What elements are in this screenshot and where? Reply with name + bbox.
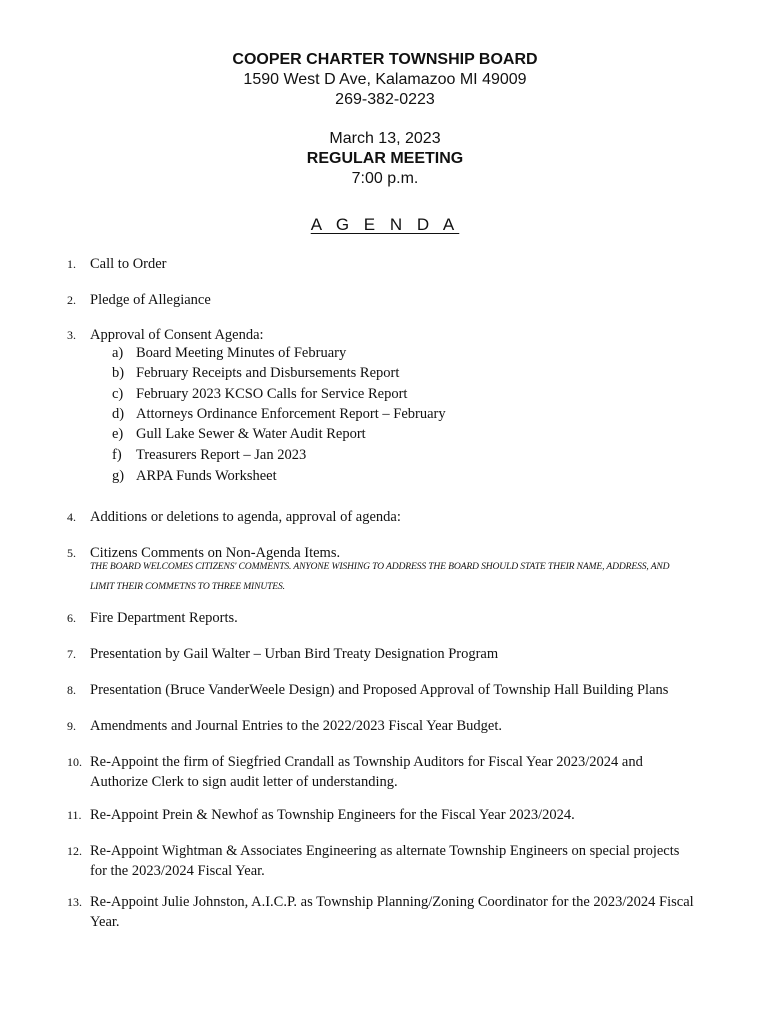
consent-item bbox=[112, 445, 306, 465]
item-text: Re-Appoint Prein & Newhof as Township Engineers for the Fiscal Year 2023/2024. bbox=[90, 807, 575, 823]
item-text: Presentation (Bruce VanderWeele Design) and Proposed Approval of Township Hall Building Plans bbox=[90, 682, 669, 698]
agenda-title: A G E N D A bbox=[310, 215, 460, 234]
item-number: 8. bbox=[67, 683, 76, 697]
consent-text: Gull Lake Sewer & Water Audit Report bbox=[136, 426, 366, 442]
consent-text: Treasurers Report – Jan 2023 bbox=[136, 447, 307, 463]
item-number: 5. bbox=[67, 546, 76, 560]
item-text: Call to Order bbox=[90, 256, 167, 272]
item-text: Citizens Comments on Non-Agenda Items. bbox=[90, 545, 341, 561]
item-number: 11. bbox=[67, 808, 82, 822]
consent-text: February Receipts and Disbursements Report bbox=[136, 365, 400, 381]
document-header bbox=[0, 50, 770, 189]
phone-number: 269-382-0223 bbox=[335, 91, 435, 108]
meeting-date: March 13, 2023 bbox=[329, 130, 441, 147]
agenda-item bbox=[67, 290, 211, 310]
consent-text: Board Meeting Minutes of February bbox=[136, 345, 347, 361]
consent-text: ARPA Funds Worksheet bbox=[136, 468, 277, 484]
consent-letter: a) bbox=[112, 345, 124, 361]
item-number: 13. bbox=[67, 895, 82, 909]
note-line: THE BOARD WELCOMES CITIZENS' COMMENTS. ANYONE WISHING TO ADDRESS THE BOARD SHOULD STATE THEIR NAME, ADDRESS, AND bbox=[90, 561, 670, 572]
consent-item bbox=[112, 343, 346, 363]
organization-name: COOPER CHARTER TOWNSHIP BOARD bbox=[232, 51, 538, 68]
agenda-item bbox=[67, 644, 498, 664]
consent-item bbox=[112, 363, 399, 383]
agenda-item bbox=[67, 507, 401, 527]
item-text-continued: Year. bbox=[90, 914, 120, 930]
item-number: 4. bbox=[67, 510, 76, 524]
agenda-item bbox=[67, 325, 264, 345]
item-number: 2. bbox=[67, 293, 76, 307]
item-text: Re-Appoint Wightman & Associates Engineering as alternate Township Engineers on special projects bbox=[90, 843, 680, 859]
agenda-item bbox=[67, 608, 238, 628]
note-line: LIMIT THEIR COMMETNS TO THREE MINUTES. bbox=[90, 581, 285, 592]
meeting-type: REGULAR MEETING bbox=[306, 150, 464, 167]
item-text: Re-Appoint the firm of Siegfried Crandall as Township Auditors for Fiscal Year 2023/2024 and bbox=[90, 754, 643, 770]
meeting-time: 7:00 p.m. bbox=[351, 170, 419, 187]
item-number: 7. bbox=[67, 647, 76, 661]
consent-item bbox=[112, 424, 366, 444]
consent-text: Attorneys Ordinance Enforcement Report – February bbox=[136, 406, 446, 422]
agenda-item bbox=[67, 254, 167, 274]
item-text: Additions or deletions to agenda, approval of agenda: bbox=[90, 509, 401, 525]
item-number: 9. bbox=[67, 719, 76, 733]
consent-letter: d) bbox=[112, 406, 125, 422]
agenda-item bbox=[67, 841, 679, 881]
agenda-item bbox=[67, 892, 694, 932]
agenda-item bbox=[67, 752, 643, 792]
item-number: 10. bbox=[67, 755, 82, 769]
item-text: Pledge of Allegiance bbox=[90, 292, 211, 308]
consent-item bbox=[112, 404, 446, 424]
item-text: Presentation by Gail Walter – Urban Bird Treaty Designation Program bbox=[90, 646, 499, 662]
item-text: Approval of Consent Agenda: bbox=[90, 327, 264, 343]
item-text: Re-Appoint Julie Johnston, A.I.C.P. as Township Planning/Zoning Coordinator for the 2023/2024 Fiscal bbox=[90, 894, 694, 910]
agenda-item bbox=[67, 716, 502, 736]
consent-letter: b) bbox=[112, 365, 125, 381]
consent-letter: e) bbox=[112, 426, 124, 442]
agenda-item bbox=[67, 805, 575, 825]
item-text: Fire Department Reports. bbox=[90, 610, 238, 626]
consent-letter: f) bbox=[112, 447, 122, 463]
agenda-item bbox=[67, 680, 668, 700]
consent-item bbox=[112, 384, 407, 404]
consent-letter: g) bbox=[112, 468, 125, 484]
item-text-continued: Authorize Clerk to sign audit letter of understanding. bbox=[90, 774, 398, 790]
consent-item bbox=[112, 466, 277, 486]
item-number: 3. bbox=[67, 328, 76, 342]
item-text: Amendments and Journal Entries to the 2022/2023 Fiscal Year Budget. bbox=[90, 718, 502, 734]
item-number: 1. bbox=[67, 257, 76, 271]
citizens-comment-note bbox=[90, 557, 730, 597]
address: 1590 West D Ave, Kalamazoo MI 49009 bbox=[243, 71, 527, 88]
consent-text: February 2023 KCSO Calls for Service Report bbox=[136, 386, 408, 402]
consent-letter: c) bbox=[112, 386, 124, 402]
item-number: 12. bbox=[67, 844, 82, 858]
item-text-continued: for the 2023/2024 Fiscal Year. bbox=[90, 863, 265, 879]
item-number: 6. bbox=[67, 611, 76, 625]
